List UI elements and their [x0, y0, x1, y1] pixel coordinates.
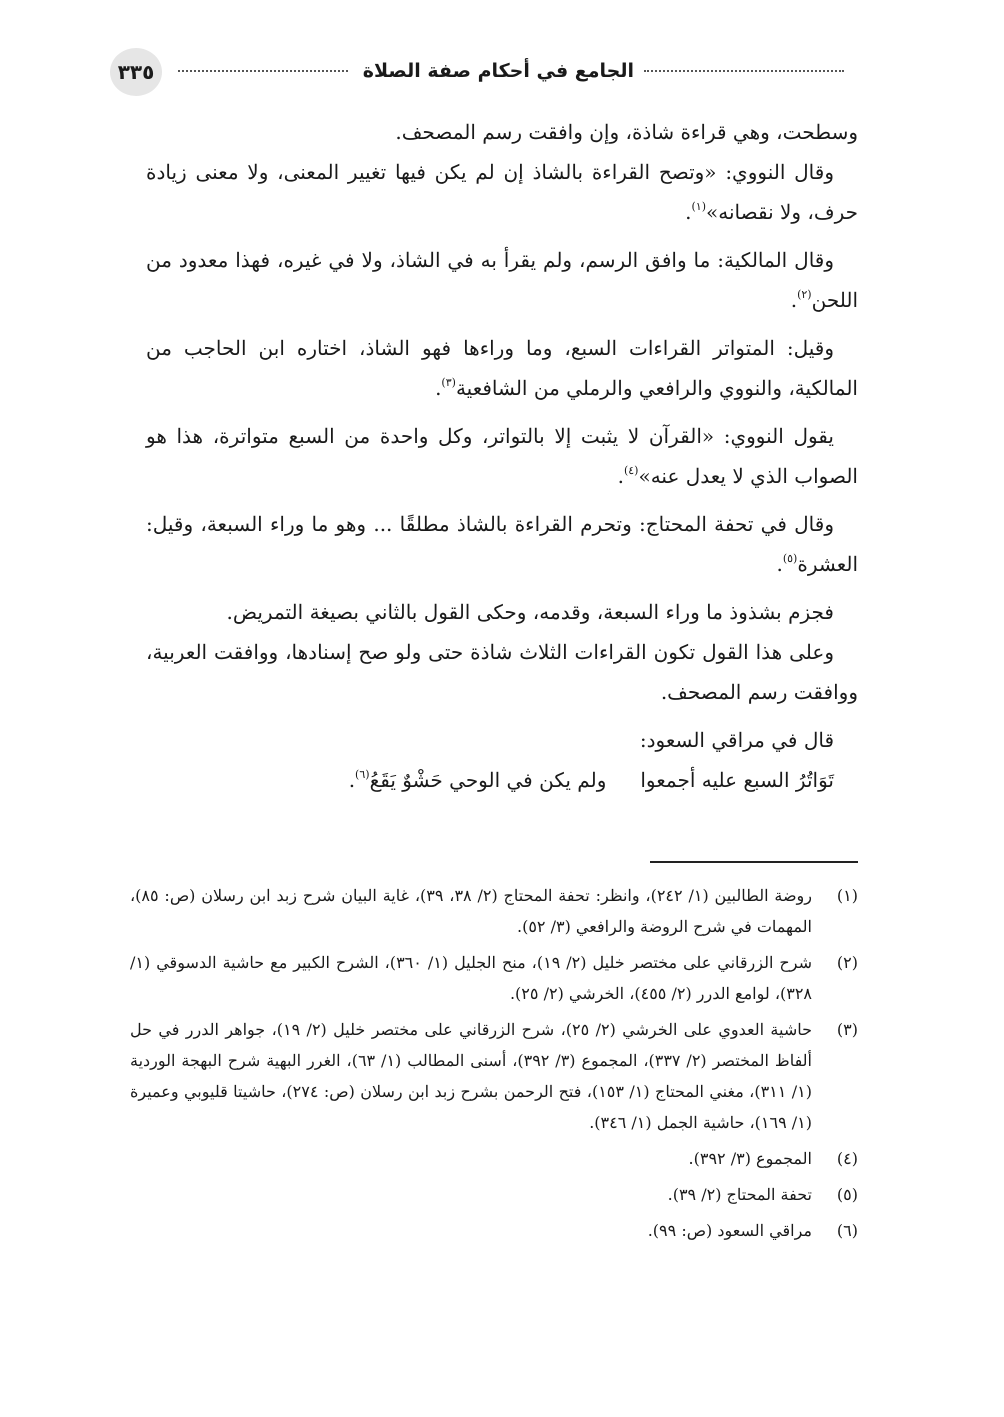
page-header — [110, 48, 844, 96]
footnote-number: (٢) — [836, 953, 858, 972]
footnote-ref[interactable]: (٣) — [441, 376, 456, 389]
paragraph-text: فجزم بشذوذ ما وراء السبعة، وقدمه، وحكى القول بالثاني بصيغة التمريض. — [226, 600, 834, 624]
running-title: الجامع في أحكام صفة الصلاة — [362, 60, 634, 82]
footnote-number: (٥) — [836, 1185, 858, 1204]
footnote-number: (٦) — [836, 1221, 858, 1240]
page-number: ٣٣٥ — [110, 48, 162, 96]
verse-second-text: ولم يكن في الوحي حَشْوٌ يَقَعُ — [369, 768, 607, 792]
paragraph — [146, 416, 858, 496]
footnote-ref[interactable]: (٥) — [782, 552, 798, 565]
footnote-ref[interactable]: (٦) — [355, 768, 370, 781]
paragraph — [146, 152, 858, 232]
paragraph — [146, 240, 858, 320]
paragraph-end: . — [685, 200, 692, 224]
footnote-number: (١) — [836, 886, 858, 905]
footnote-number: (٤) — [836, 1149, 858, 1168]
paragraph — [146, 504, 858, 584]
footnote-text: حاشية العدوي على الخرشي (٢/ ٢٥)، شرح الزرقاني على مختصر خليل (٢/ ١٩)، جواهر الدرر في حل ألفاظ المختصر (٢/ ٣٣٧)، المجموع (٣/ ٣٩٢)، أسنى المطالب (١/ ٦٣)، الغرر البهية شرح البهجة الوردية (١/ ٣١١)، مغني المحتاج (١/ ١٥٣)، فتح الرحمن بشرح زبد ابن رسلان (ص: ٢٧٤)، حاشيتا قليوبي وعميرة (١/ ١٦٩)، حاشية الجمل (١/ ٣٤٦). — [130, 1020, 813, 1132]
header-dots-right — [644, 70, 844, 72]
paragraph-text: وقال المالكية: ما وافق الرسم، ولم يقرأ به في الشاذ، ولا في غيره، فهذا معدود من اللحن — [146, 248, 858, 312]
verse-intro — [146, 720, 858, 760]
footnotes — [130, 880, 858, 1251]
paragraph-text: وقال النووي: «وتصح القراءة بالشاذ إن لم يكن فيها تغيير المعنى، ولا معنى زيادة حرف، ولا نقصانه» — [146, 160, 858, 224]
paragraph-text: وقال في تحفة المحتاج: وتحرم القراءة بالشاذ مطلقًا ... وهو ما وراء السبعة، وقيل: العشرة — [146, 512, 858, 576]
paragraph-text: وعلى هذا القول تكون القراءات الثلاث شاذة حتى ولو صح إسنادها، ووافقت العربية، ووافقت رسم المصحف. — [146, 640, 858, 704]
paragraph-text: وسطحت، وهي قراءة شاذة، وإن وافقت رسم المصحف. — [395, 120, 858, 144]
paragraph — [146, 592, 858, 632]
paragraph — [146, 112, 858, 152]
paragraph-text: يقول النووي: «القرآن لا يثبت إلا بالتواتر، وكل واحدة من السبع متواترة، هذا هو الصواب الذي لا يعدل عنه» — [146, 424, 858, 488]
verse-second-hemistich — [349, 760, 607, 800]
footnote — [130, 1179, 858, 1210]
verse-first-hemistich: تَوَاتُرُ السبع عليه أجمعوا — [640, 768, 834, 792]
footnote — [130, 1143, 858, 1174]
footnote-ref[interactable]: (٢) — [797, 288, 812, 301]
paragraph-end: . — [435, 376, 442, 400]
footnote-text: شرح الزرقاني على مختصر خليل (٢/ ١٩)، منح الجليل (١/ ٣٦٠)، الشرح الكبير مع حاشية الدسوقي (١/ ٣٢٨)، لوامع الدرر (٢/ ٤٥٥)، الخرشي (٢/ ٢٥). — [130, 953, 812, 1003]
header-dots-left — [178, 70, 348, 72]
footnote-ref[interactable]: (٤) — [623, 464, 639, 477]
paragraph-end: . — [617, 464, 624, 488]
paragraph-end: . — [776, 552, 783, 576]
paragraph — [146, 328, 858, 408]
footnote-separator — [650, 861, 858, 863]
footnote-number: (٣) — [836, 1020, 858, 1039]
footnote — [130, 1014, 858, 1138]
paragraph-text: قال في مراقي السعود: — [639, 728, 834, 752]
footnote-text: روضة الطالبين (١/ ٢٤٢)، وانظر: تحفة المحتاج (٢/ ٣٨، ٣٩)، غاية البيان شرح زبد ابن رسلان (ص: ٨٥)، المهمات في شرح الروضة والرافعي (٣/ ٥٢). — [130, 886, 813, 936]
verse-end: . — [348, 768, 356, 792]
poetry-verse — [146, 760, 858, 800]
footnote — [130, 947, 858, 1009]
footnote-text: مراقي السعود (ص: ٩٩). — [647, 1221, 812, 1240]
footnote-text: تحفة المحتاج (٢/ ٣٩). — [667, 1185, 812, 1204]
footnote — [130, 1215, 858, 1246]
main-text — [146, 112, 858, 800]
footnote-text: المجموع (٣/ ٣٩٢). — [688, 1149, 812, 1168]
paragraph-end: . — [790, 288, 798, 312]
footnote — [130, 880, 858, 942]
paragraph — [146, 632, 858, 712]
paragraph-text: وقيل: المتواتر القراءات السبع، وما وراءها فهو الشاذ، اختاره ابن الحاجب من المالكية، والنووي والرافعي والرملي من الشافعية — [146, 336, 858, 400]
footnote-ref[interactable]: (١) — [691, 200, 706, 213]
